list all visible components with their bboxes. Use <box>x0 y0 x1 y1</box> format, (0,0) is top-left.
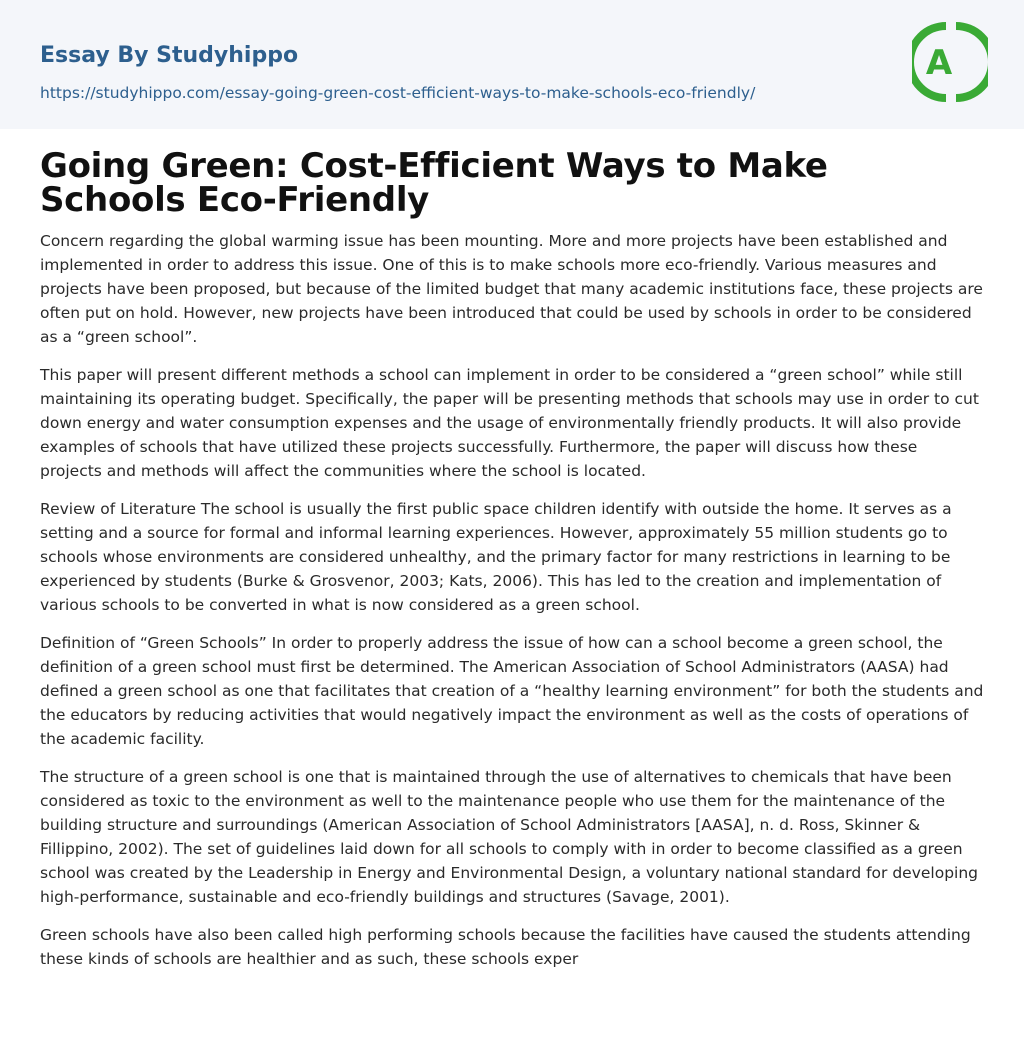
essay-paragraph: Concern regarding the global warming issue has been mounting. More and more projects have been established and implemented in order to address this issue. One of this is to make schools more eco-friendly. Various measures and projects have been proposed, but because of the limited budget that many academic institutions face, these projects are often put on hold. However, new projects have been introduced that could be used by schools in order to be considered as a “green school”. <box>40 232 983 346</box>
essay-paragraph: Review of Literature The school is usually the first public space children identify with outside the home. It serves as a setting and a source for formal and informal learning experiences. However, approximately 55 million students go to schools whose environments are considered unhealthy, and the primary factor for many restrictions in learning to be experienced by students (Burke & Grosvenor, 2003; Kats, 2006). This has led to the creation and implementation of various schools to be converted in what is now considered as a green school. <box>40 500 952 614</box>
essay-url-link[interactable]: https://studyhippo.com/essay-going-green-cost-efficient-ways-to-make-schools-eco-friendly/ <box>40 84 756 102</box>
essay-paragraph: The structure of a green school is one that is maintained through the use of alternatives to chemicals that have been considered as toxic to the environment as well to the maintenance people who use them for the maintenance of the building structure and surroundings (American Association of School Administrators [AASA], n. d. Ross, Skinner & Fillippino, 2002). The set of guidelines laid down for all schools to comply with in order to become classified as a green school was created by the Leadership in Energy and Environmental Design, a voluntary national standard for developing high-performance, sustainable and eco-friendly buildings and structures (Savage, 2001). <box>40 768 979 906</box>
studyhippo-logo-icon <box>912 18 988 106</box>
essay-title: Going Green: Cost-Efficient Ways to Make Schools Eco-Friendly <box>40 146 828 220</box>
essay-paragraph: Green schools have also been called high performing schools because the facilities have caused the students attending these kinds of schools are healthier and as such, these schools exper <box>40 926 971 968</box>
logo-letter: A <box>925 43 953 83</box>
essay-content <box>0 146 1024 971</box>
site-header <box>0 0 1024 129</box>
site-brand: Essay By Studyhippo <box>40 43 299 68</box>
essay-paragraph: This paper will present different methods a school can implement in order to be considered a “green school” while still maintaining its operating budget. Specifically, the paper will be presenting methods that schools may use in order to cut down energy and water consumption expenses and the usage of environmentally friendly products. It will also provide examples of schools that have utilized these projects successfully. Furthermore, the paper will discuss how these projects and methods will affect the communities where the school is located. <box>40 366 979 480</box>
essay-paragraph: Definition of “Green Schools” In order to properly address the issue of how can a school become a green school, the definition of a green school must first be determined. The American Association of School Administrators (AASA) had defined a green school as one that facilitates that creation of a “healthy learning environment” for both the students and the educators by reducing activities that would negatively impact the environment as well as the costs of operations of the academic facility. <box>40 634 984 748</box>
